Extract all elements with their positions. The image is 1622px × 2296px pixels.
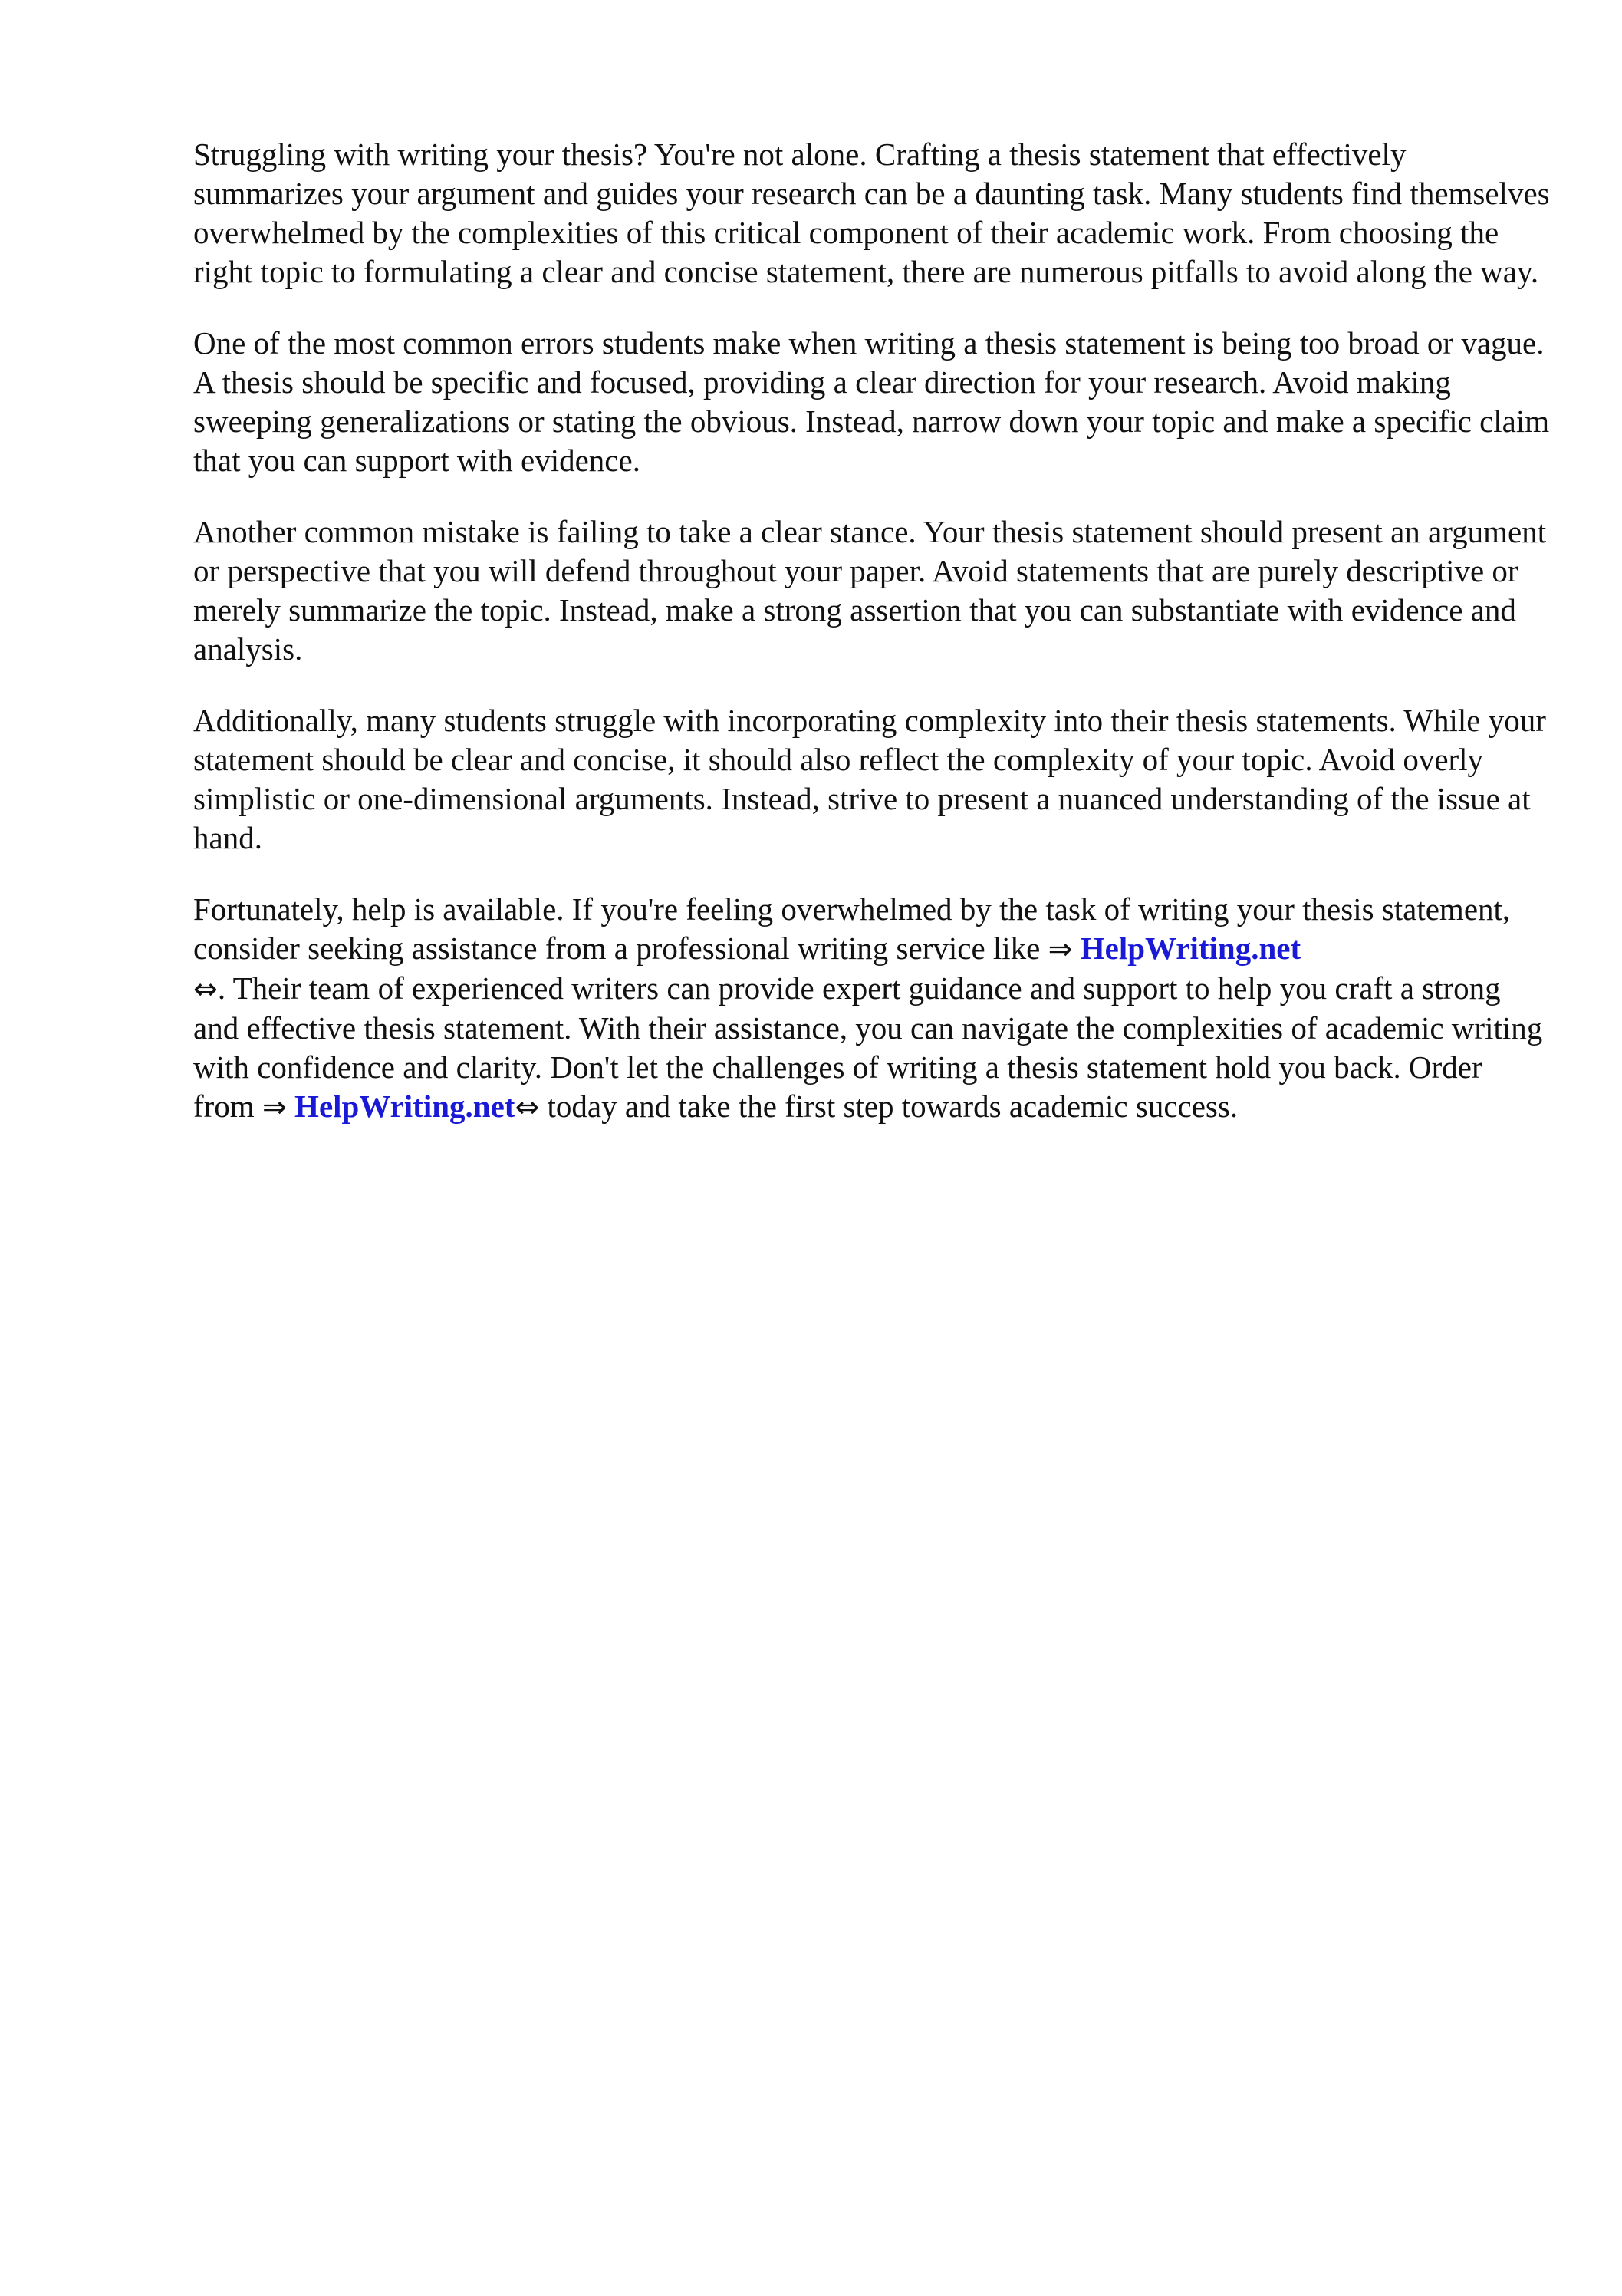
paragraph-intro: Struggling with writing your thesis? You're not alone. Crafting a thesis statement that effectively summarizes your argument and guides your research can be a daunting task. Many students find themselves overwhelmed by the complexities of this critical component of their academic work. From choosing the right topic to formulating a clear and concise statement, there are numerous pitfalls to avoid along the way. (193, 137, 1550, 289)
right-arrow-icon: ⇒ (1048, 932, 1073, 966)
paragraph-clear-stance: Another common mistake is failing to take a clear stance. Your thesis statement should present an argument or perspective that you will defend throughout your paper. Avoid statements that are purely descriptive or merely summarize the topic. Instead, make a strong assertion that you can substantiate with evidence and analysis. (193, 514, 1547, 667)
help-text-part-1: Fortunately, help is available. If you're feeling overwhelmed by the task of writing your thesis statement, consider seeking assistance from a professional writing service like (193, 891, 1511, 966)
helpwriting-link-1[interactable]: HelpWriting.net (1080, 931, 1301, 966)
paragraph-help-available (193, 890, 1551, 1127)
right-arrow-icon: ⇒ (262, 1090, 287, 1124)
document-body (193, 135, 1551, 1159)
help-text-part-3: today and take the first step towards academic success. (539, 1089, 1239, 1124)
double-arrow-icon: ⇔ (515, 1090, 540, 1124)
paragraph-complexity: Additionally, many students struggle with incorporating complexity into their thesis statements. While your statement should be clear and concise, it should also reflect the complexity of your topic. Avoid overly simplistic or one-dimensional arguments. Instead, strive to present a nuanced understanding of the issue at hand. (193, 703, 1546, 855)
help-text-part-2: . Their team of experienced writers can provide expert guidance and support to help you craft a strong and effective thesis statement. With their assistance, you can navigate the complexities of academic writing with confidence and clarity. Don't let the challenges of writing a thesis statement hold you back. Order from (193, 970, 1543, 1124)
paragraph-broad-vague: One of the most common errors students make when writing a thesis statement is being too broad or vague. A thesis should be specific and focused, providing a clear direction for your research. Avoid making sweeping generalizations or stating the obvious. Instead, narrow down your topic and make a specific claim that you can support with evidence. (193, 325, 1550, 478)
double-arrow-icon: ⇔ (193, 972, 218, 1006)
helpwriting-link-2[interactable]: HelpWriting.net (294, 1089, 515, 1124)
